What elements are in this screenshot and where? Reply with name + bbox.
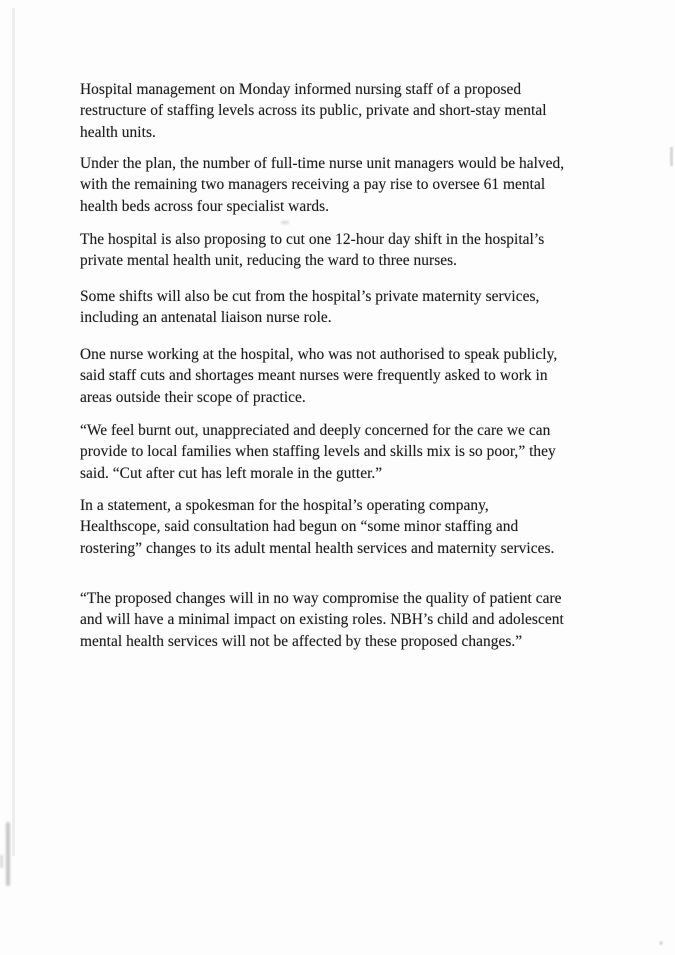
text-line: The hospital is also proposing to cut one 12-hour day shift in the hospital’s	[80, 231, 545, 248]
text-line: and will have a minimal impact on existing roles. NBH’s child and adolescent	[80, 611, 564, 629]
paragraph-healthscope-statement	[80, 495, 655, 559]
text-line: health units.	[80, 123, 156, 141]
text-line: In a statement, a spokesman for the hospital’s operating company,	[80, 497, 489, 514]
text-line: mental health services will not be affected by these proposed changes.”	[80, 632, 523, 650]
paragraph-intro	[80, 79, 655, 143]
text-line: provide to local families when staffing levels and skills mix is so poor,” they	[80, 443, 556, 461]
paragraph-shift-cut	[80, 229, 655, 272]
scan-right-edge-mark-artifact	[670, 147, 673, 166]
text-line: rostering” changes to its adult mental health services and maternity services.	[80, 539, 555, 557]
paragraph-nurse-source	[80, 344, 655, 408]
text-line: Hospital management on Monday informed nursing staff of a proposed	[80, 81, 522, 98]
text-line: Under the plan, the number of full-time nurse unit managers would be halved,	[80, 155, 565, 172]
text-line: including an antenatal liaison nurse role.	[80, 309, 332, 327]
scan-smudge-tail-artifact	[0, 855, 3, 868]
scan-speck-artifact	[659, 941, 663, 945]
text-line: with the remaining two managers receiving a pay rise to oversee 61 mental	[80, 176, 546, 194]
paragraph-maternity-cuts	[80, 286, 655, 329]
paragraph-spokesman-quote	[80, 588, 655, 652]
scan-speck-artifact	[281, 221, 289, 224]
paragraph-plan-details	[80, 153, 655, 217]
paragraph-nurse-quote	[80, 420, 655, 484]
text-line: areas outside their scope of practice.	[80, 388, 306, 406]
text-line: said. “Cut after cut has left morale in the gutter.”	[80, 464, 383, 482]
text-line: Some shifts will also be cut from the hospital’s private maternity services,	[80, 288, 540, 305]
scan-edge-line-artifact	[12, 8, 15, 856]
text-line: “The proposed changes will in no way compromise the quality of patient care	[80, 590, 562, 607]
text-line: restructure of staffing levels across its public, private and short-stay mental	[80, 102, 547, 120]
text-line: private mental health unit, reducing the ward to three nurses.	[80, 252, 458, 270]
text-line: health beds across four specialist wards.	[80, 197, 330, 215]
text-line: said staff cuts and shortages meant nurses were frequently asked to work in	[80, 367, 548, 385]
text-line: “We feel burnt out, unappreciated and deeply concerned for the care we can	[80, 422, 551, 439]
text-line: One nurse working at the hospital, who was not authorised to speak publicly,	[80, 346, 558, 363]
scan-smudge-artifact	[6, 822, 10, 886]
text-line: Healthscope, said consultation had begun on “some minor staffing and	[80, 518, 519, 536]
